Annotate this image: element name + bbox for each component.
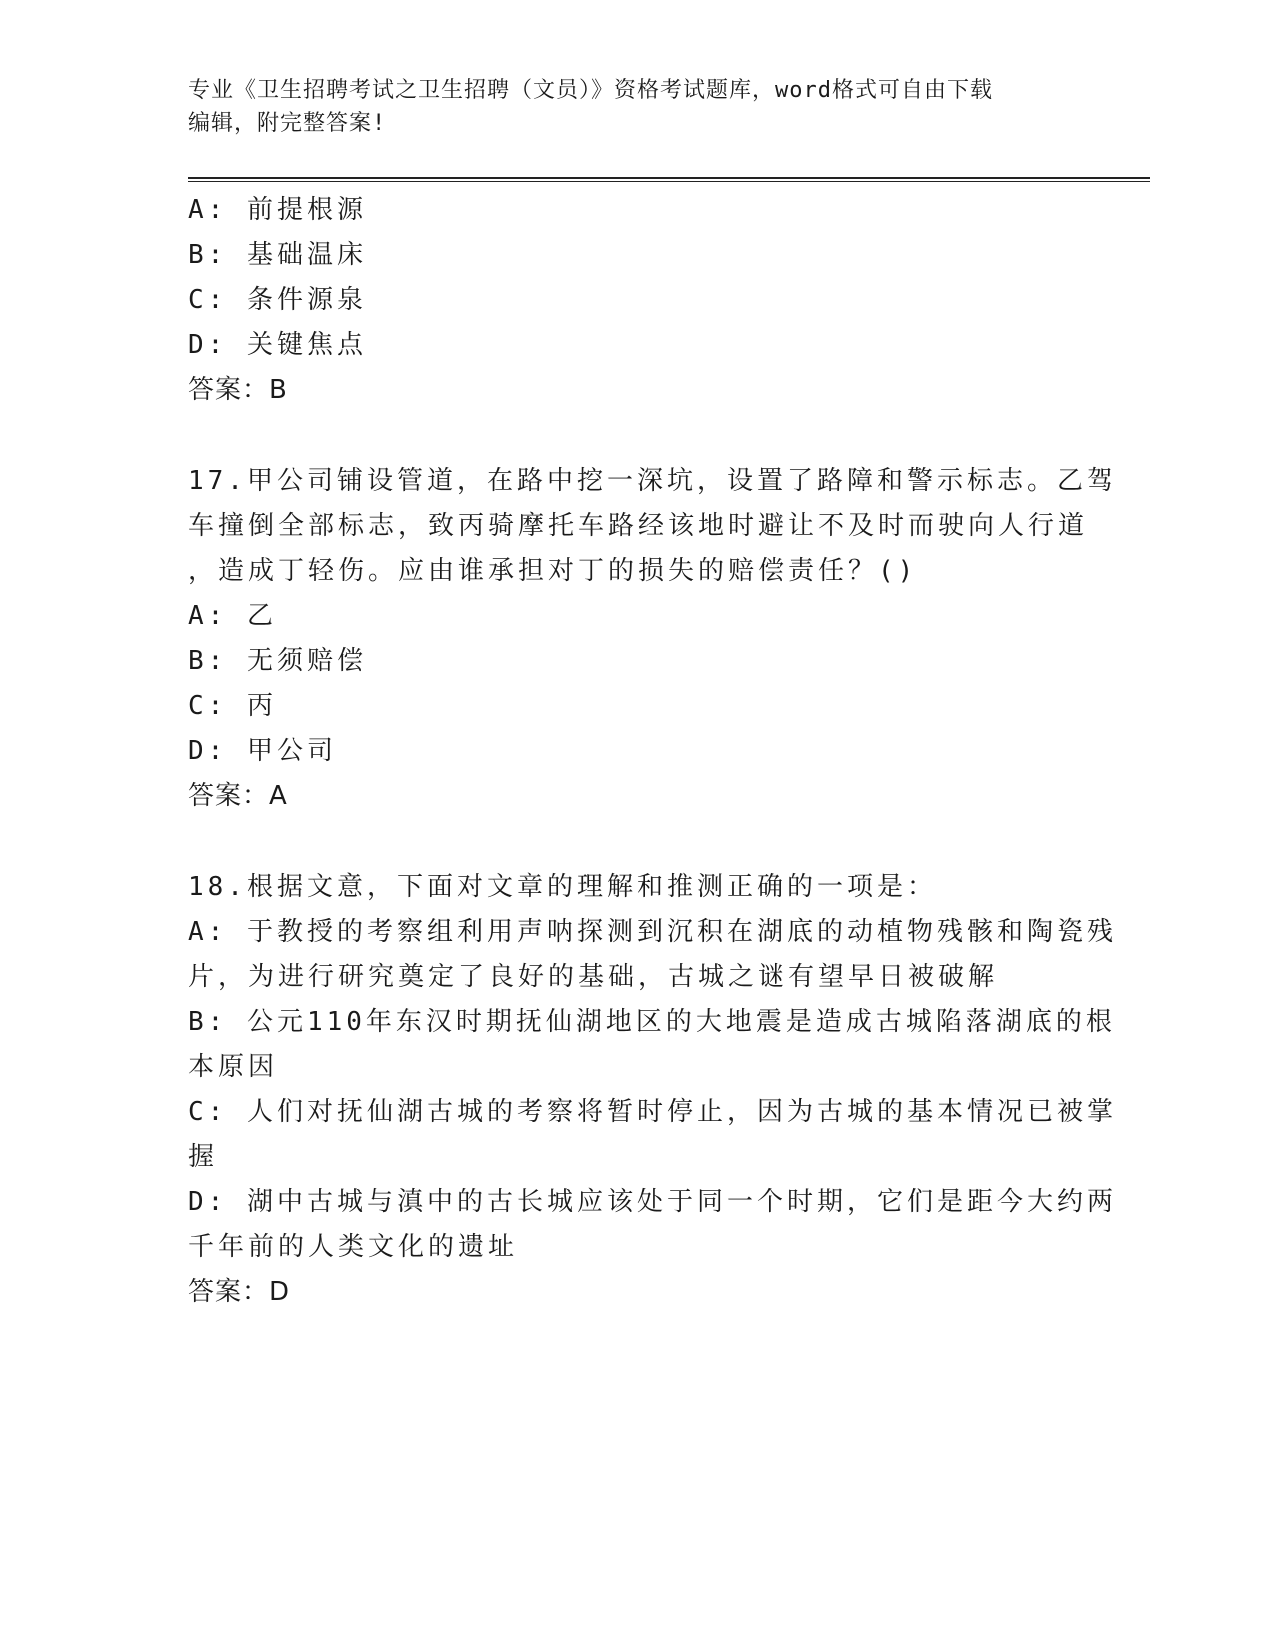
spacer <box>188 819 1068 865</box>
question-text-line: 车撞倒全部标志，致丙骑摩托车路经该地时避让不及时而驶向人行道 <box>188 511 1089 541</box>
option-text: 丙 <box>246 691 277 721</box>
answer-line: 答案：B <box>188 375 288 405</box>
option-label: A: <box>188 195 228 225</box>
prev-question <box>188 188 1068 413</box>
option-b-line-1: B: 公元110年东汉时期抚仙湖地区的大地震是造成古城陷落湖底的根 <box>188 1007 1116 1037</box>
question-text-line: ，造成丁轻伤。应由谁承担对丁的损失的赔偿责任？() <box>188 556 918 586</box>
option-label: B: <box>188 240 228 270</box>
question-17 <box>188 459 1117 819</box>
header-line-2: 编辑，附完整答案! <box>188 111 387 136</box>
option-label: C: <box>188 691 228 721</box>
question-18 <box>188 865 1117 1315</box>
option-a-line-1: A: 于教授的考察组利用声呐探测到沉积在湖底的动植物残骸和陶瓷残 <box>188 917 1117 947</box>
option-c-line-1: C: 人们对抚仙湖古城的考察将暂时停止，因为古城的基本情况已被掌 <box>188 1097 1117 1127</box>
option-d <box>188 323 1068 368</box>
option-text: 条件源泉 <box>246 285 367 315</box>
question-text-line: 18.根据文意，下面对文章的理解和推测正确的一项是： <box>188 872 937 902</box>
option-label: B: <box>188 646 228 676</box>
option-d-line-1: D: 湖中古城与滇中的古长城应该处于同一个时期，它们是距今大约两 <box>188 1187 1117 1217</box>
option-c <box>188 278 1068 323</box>
option-label: D: <box>188 736 228 766</box>
option-b <box>188 233 1068 278</box>
option-a <box>188 188 1068 233</box>
header-divider <box>188 177 1150 182</box>
option-c-line-2: 握 <box>188 1142 219 1172</box>
option-a <box>188 594 1068 639</box>
option-c <box>188 684 1068 729</box>
spacer <box>188 413 1068 459</box>
option-text: 前提根源 <box>246 195 367 225</box>
option-b <box>188 639 1068 684</box>
option-a-line-2: 片，为进行研究奠定了良好的基础，古城之谜有望早日被破解 <box>188 962 999 992</box>
option-d <box>188 729 1068 774</box>
option-label: C: <box>188 285 228 315</box>
answer-line: 答案：D <box>188 1277 291 1307</box>
header-line-1: 专业《卫生招聘考试之卫生招聘（文员）》资格考试题库，word格式可自由下载 <box>188 78 993 103</box>
option-label: A: <box>188 601 228 631</box>
option-b-line-2: 本原因 <box>188 1052 279 1082</box>
option-text: 关键焦点 <box>246 330 367 360</box>
question-content <box>188 188 1117 1315</box>
question-text-line: 17.甲公司铺设管道，在路中挖一深坑，设置了路障和警示标志。乙驾 <box>188 466 1117 496</box>
option-text: 乙 <box>246 601 277 631</box>
page-header <box>188 74 1068 140</box>
option-label: D: <box>188 330 228 360</box>
option-text: 基础温床 <box>246 240 367 270</box>
answer-line: 答案：A <box>188 781 288 811</box>
option-text: 甲公司 <box>246 736 337 766</box>
option-d-line-2: 千年前的人类文化的遗址 <box>188 1232 519 1262</box>
option-text: 无须赔偿 <box>246 646 367 676</box>
